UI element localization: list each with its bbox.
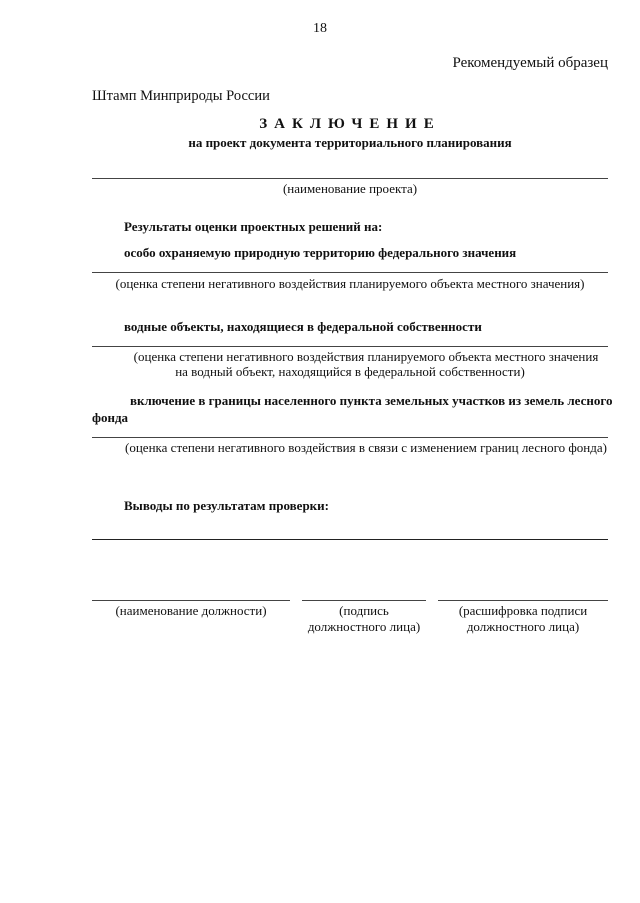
protected-area-caption: (оценка степени негативного воздействия планируемого объекта местного значения) — [115, 276, 585, 291]
project-name-line — [92, 178, 608, 179]
assessment-heading: Результаты оценки проектных решений на: — [124, 219, 383, 234]
document-subtitle: на проект документа территориального планирования — [188, 135, 512, 150]
protected-area-label: особо охраняемую природную территорию федерального значения — [124, 245, 517, 260]
transcript-caption-line2: должностного лица) — [466, 619, 580, 634]
signature-caption-line2: должностного лица) — [307, 619, 421, 634]
recommended-sample-label: Рекомендуемый образец — [452, 55, 608, 71]
conclusions-heading: Выводы по результатам проверки: — [124, 498, 329, 513]
forest-land-label-line1: включение в границы населенного пункта земельных участков из земель лесного — [130, 393, 613, 408]
document-title: ЗАКЛЮЧЕНИЕ — [259, 116, 441, 132]
signature-caption-line1: (подпись — [339, 603, 389, 618]
project-name-caption: (наименование проекта) — [282, 181, 418, 196]
forest-land-label-line2: фонда — [92, 410, 129, 425]
protected-area-line — [92, 272, 608, 273]
position-caption: (наименование должности) — [115, 603, 267, 618]
signature-line — [302, 600, 426, 601]
water-objects-line — [92, 346, 608, 347]
forest-land-caption: (оценка степени негативного воздействия в связи с изменением границ лесного фонда) — [125, 440, 607, 455]
ministry-stamp-label: Штамп Минприроды России — [92, 88, 270, 104]
forest-land-line — [92, 437, 608, 438]
transcript-caption-line1: (расшифровка подписи — [458, 603, 588, 618]
conclusions-line — [92, 539, 608, 540]
water-objects-label: водные объекты, находящиеся в федеральной собственности — [124, 319, 482, 334]
position-line — [92, 600, 290, 601]
transcript-line — [438, 600, 608, 601]
water-objects-caption-line1: (оценка степени негативного воздействия планируемого объекта местного значения — [133, 349, 599, 364]
water-objects-caption-line2: на водный объект, находящийся в федеральной собственности) — [175, 364, 525, 379]
page-number: 18 — [313, 21, 327, 36]
